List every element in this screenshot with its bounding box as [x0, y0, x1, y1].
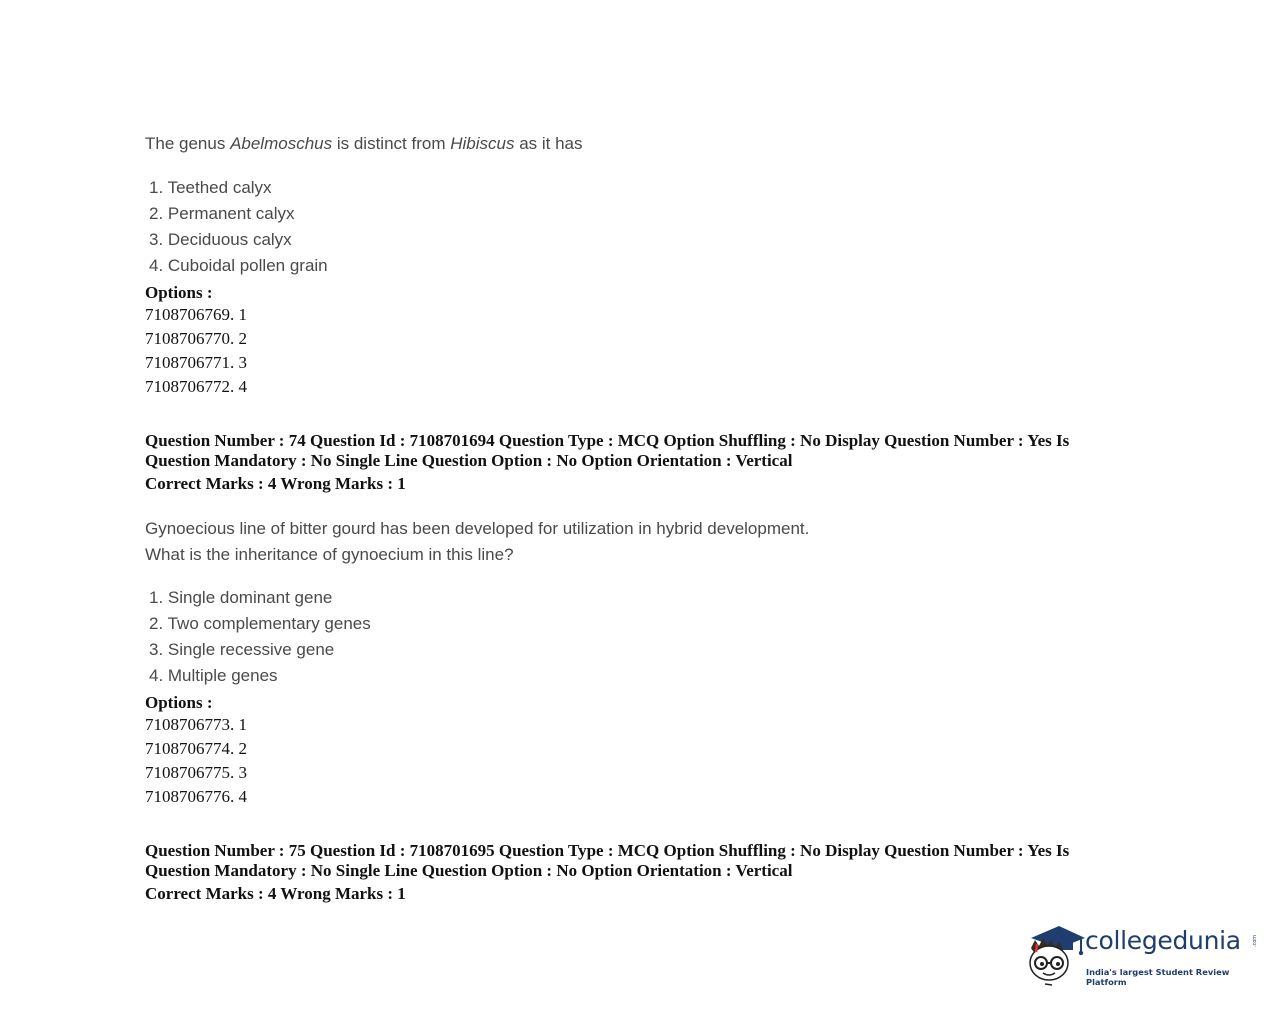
question-74-stem: Gynoecious line of bitter gourd has been developed for utilization in hybrid development. What is the inheritance of gynoecium in this line?: [145, 519, 810, 564]
choice-item: 2. Permanent calyx: [149, 204, 295, 223]
choice-item: 4. Cuboidal pollen grain: [149, 256, 328, 275]
option-item: 7108706769. 1: [145, 305, 247, 324]
option-item: 7108706776. 4: [145, 787, 247, 806]
question-73-options: [145, 303, 247, 399]
question-74-meta: Question Number : 74 Question Id : 7108701694 Question Type : MCQ Option Shuffling : No Display Question Number : Yes Is Question Mandatory : No Single Line Question Option : No Option Orientation : Vertical: [145, 431, 1070, 470]
question-75-meta: Question Number : 75 Question Id : 7108701695 Question Type : MCQ Option Shuffling : No Display Question Number : Yes Is Question Mandatory : No Single Line Question Option : No Option Orientation : Vertical: [145, 841, 1070, 880]
logo-wordmark: collegedunia: [1085, 926, 1241, 955]
question-74-choices: [149, 585, 371, 689]
collegedunia-logo: [1025, 918, 1265, 990]
option-item: 7108706774. 2: [145, 739, 247, 758]
options-heading: Options :: [145, 693, 213, 712]
choice-item: 2. Two complementary genes: [149, 614, 371, 633]
option-item: 7108706772. 4: [145, 377, 247, 396]
mascot-icon: [1025, 918, 1085, 990]
choice-item: 3. Deciduous calyx: [149, 230, 292, 249]
choice-item: 4. Multiple genes: [149, 666, 278, 685]
choice-item: 1. Teethed calyx: [149, 178, 272, 197]
option-item: 7108706771. 3: [145, 353, 247, 372]
option-item: 7108706770. 2: [145, 329, 247, 348]
question-74-options: [145, 713, 247, 809]
choice-item: 1. Single dominant gene: [149, 588, 333, 607]
question-74-marks: Correct Marks : 4 Wrong Marks : 1: [145, 474, 406, 493]
choice-item: 3. Single recessive gene: [149, 640, 335, 659]
question-73-stem: The genus Abelmoschus is distinct from Hibiscus as it has: [145, 134, 583, 153]
options-heading: Options :: [145, 283, 213, 302]
question-73-choices: [149, 175, 328, 279]
option-item: 7108706773. 1: [145, 715, 247, 734]
logo-tagline: India's largest Student Review Platform: [1086, 967, 1230, 987]
logo-suffix: .com: [1252, 934, 1259, 948]
option-item: 7108706775. 3: [145, 763, 247, 782]
question-75-marks: Correct Marks : 4 Wrong Marks : 1: [145, 884, 406, 903]
